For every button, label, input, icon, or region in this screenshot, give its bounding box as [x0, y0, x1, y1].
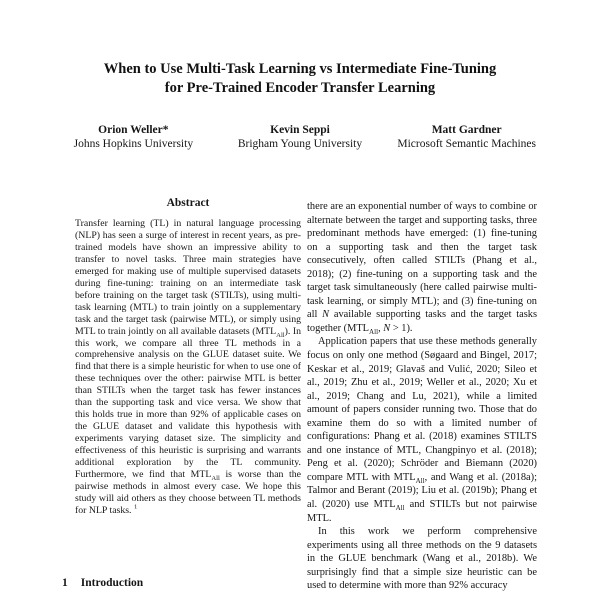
- author-2: [217, 123, 384, 152]
- author-1-name: Orion Weller*: [98, 124, 169, 136]
- author-3: [383, 123, 550, 152]
- author-2-name: Kevin Seppi: [270, 124, 330, 136]
- paper-title: [20, 60, 580, 98]
- section-number: 1: [62, 577, 68, 589]
- author-1-affiliation: Johns Hopkins University: [73, 138, 194, 150]
- paper-title-line1: When to Use Multi-Task Learning vs Intermediate Fine-Tuning: [103, 61, 497, 77]
- section-heading-introduction: [62, 577, 143, 589]
- body-paragraph-3: In this work we perform comprehensive experiments using all three methods on the 9 datasets in the GLUE benchmark (Wang et al., 2018b). We surprisingly find that a simple size heuristic can be used to determine with more than 92% accuracy: [307, 526, 537, 592]
- paper-title-line2: for Pre-Trained Encoder Transfer Learning: [164, 80, 436, 97]
- abstract-heading: Abstract: [166, 197, 210, 209]
- author-3-name: Matt Gardner: [431, 124, 502, 136]
- author-1: [50, 123, 217, 152]
- abstract-section: [75, 197, 301, 517]
- section-title: Introduction: [80, 577, 144, 589]
- author-3-affiliation: Microsoft Semantic Machines: [397, 138, 536, 150]
- abstract-paragraph: Transfer learning (TL) in natural language processing (NLP) has seen a surge of interest in recent years, as pre-trained models have shown an impressive ability to transfer to novel tasks. Three main strategies have emerged for making use of multiple supervised datasets during fine-tuning: training on an intermediate task before training on the target task (STILTs), using multi-task learning (MTL) to train jointly on a supplementary task and the target task (pairwise MTL), or simply using MTL to train jointly on all available datasets $(MTL_{All})$. In this work, we compare all three TL methods in a comprehensive analysis on the GLUE dataset suite. We find that there is a simple heuristic for when to use one of these techniques over the other: pairwise MTL is better than STILTs when the target task has fewer instances than the supporting task and vice versa. We show that this holds true in more than 92% of applicable cases on the GLUE dataset and validate this hypothesis with experiments varying dataset size. The simplicity and effectiveness of this heuristic is surprising and warrants additional exploration by the TL community. Furthermore, we find that $MTL_{All}$ is worse than the pairwise methods in almost every case. We hope this study will aid others as they choose between TL methods for NLP tasks. $^1$: [75, 218, 301, 516]
- author-block: [50, 123, 550, 152]
- body-paragraph-1: there are an exponential number of ways to combine or alternate between the target and supporting tasks, three predominant methods have emerged: (1) fine-tuning on a supporting task and then the target task consecutively, often called STILTs (Phang et al., 2018); (2) fine-tuning on a supporting task and the target task simultaneously (here called pairwise multi-task learning, or simply MTL); and (3) fine-tuning on all N available supporting tasks and the target tasks together ($MTL_{All}$, N > 1).: [307, 201, 538, 336]
- right-column: [307, 200, 537, 593]
- body-paragraph-2: Application papers that use these methods generally focus on only one method (Søgaard and Bingel, 2017; Keskar et al., 2019; Glavaš and Vulić, 2020; Sileo et al., 2019; Zhu et al., 2019; Weller et al., 2020; Xu et al., 2019; Chang and Lu, 2021), while a limited amount of papers consider running two. Those that do examine them do so with a limited number of configurations: Phang et al. (2018) examines STILTS and one instance of MTL, Changpinyo et al. (2018); Peng et al. (2020); Schröder and Biemann (2020) compare MTL with $MTL_{All}$, and Wang et al. (2018a); Talmor and Berant (2019); Liu et al. (2019b); Phang et al. (2020) use $MTL_{All}$ and STILTs but not pairwise MTL.: [307, 336, 538, 524]
- author-2-affiliation: Brigham Young University: [237, 138, 363, 150]
